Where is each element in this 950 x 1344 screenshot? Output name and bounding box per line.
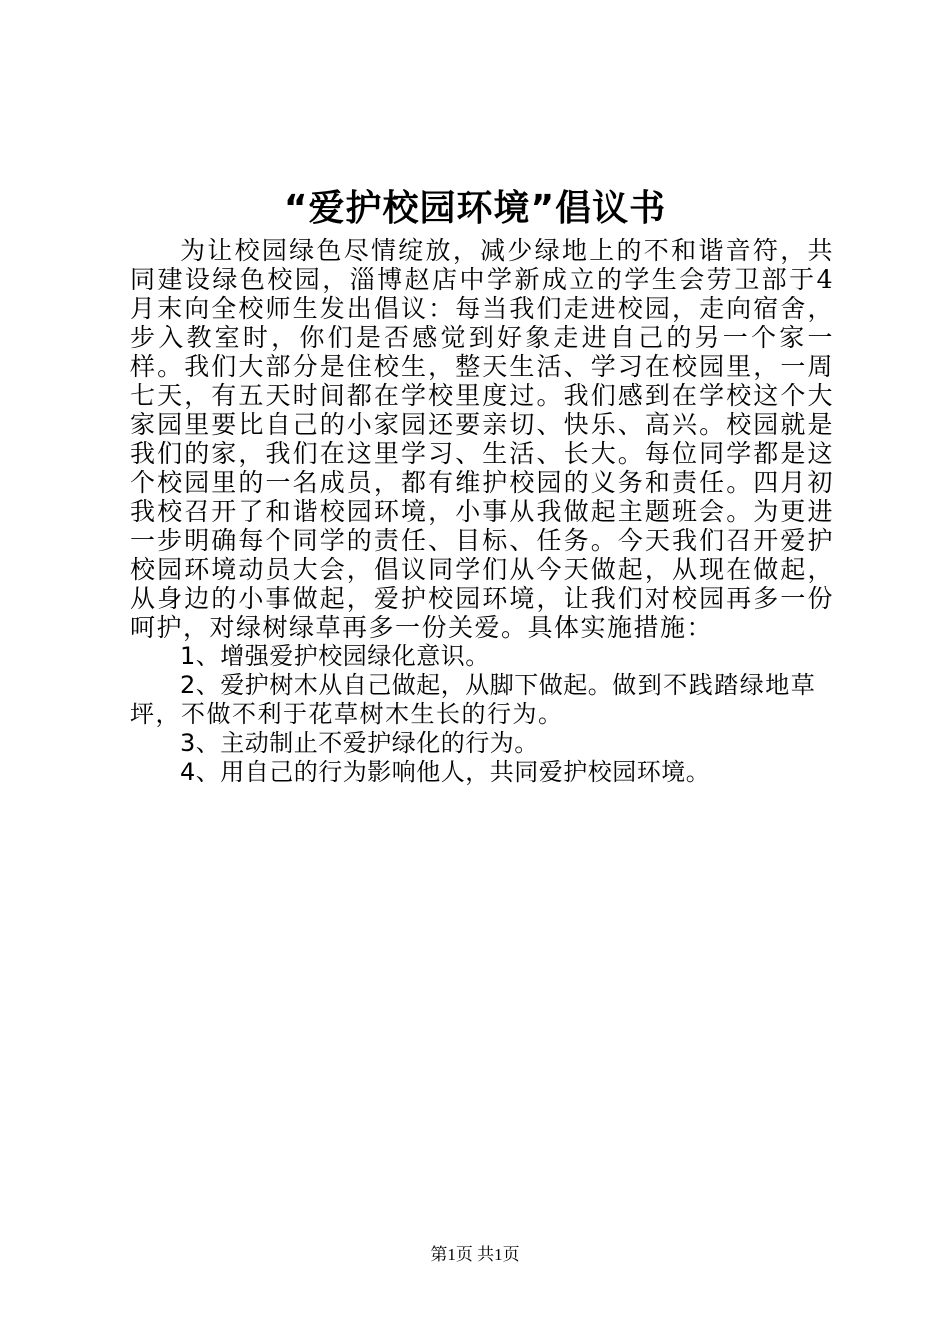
measure-item-4: [130, 758, 834, 787]
document-body: [130, 236, 834, 787]
measure-item-text: 1、增强爱护校园绿化意识。: [180, 642, 490, 670]
document-title: “爱护校园环境”倡议书: [283, 188, 667, 229]
measure-item-2: [130, 671, 834, 729]
measure-item-1: [130, 642, 834, 671]
measure-item-detail: 做到不践踏绿地草坪，不做不利于花草树木生长的行为。: [130, 671, 817, 728]
measure-item-text: 4、用自己的行为影响他人，共同爱护校园环境。: [180, 758, 711, 786]
measure-item-text: 2、爱护树木从自己做起，从脚下做起。: [180, 671, 613, 699]
page-footer: 第1页 共1页: [430, 1245, 520, 1264]
intro-paragraph: 为让校园绿色尽情绽放，减少绿地上的不和谐音符，共同建设绿色校园，淄博赵店中学新成立的学生会劳卫部于4月末向全校师生发出倡议：每当我们走进校园，走向宿舍，步入教室时，你们是否感觉到好象走进自己的另一个家一样。我们大部分是住校生，整天生活、学习在校园里，一周七天，有五天时间都在学校里度过。我们感到在学校这个大家园里要比自己的小家园还要亲切、快乐、高兴。校园就是我们的家，我们在这里学习、生活、长大。每位同学都是这个校园里的一名成员，都有维护校园的义务和责任。四月初我校召开了和谐校园环境，小事从我做起主题班会。为更进一步明确每个同学的责任、目标、任务。今天我们召开爱护校园环境动员大会，倡议同学们从今天做起，从现在做起，从身边的小事做起，爱护校园环境，让我们对校园再多一份呵护，对绿树绿草再多一份关爱。具体实施措施：: [130, 236, 834, 642]
measure-item-3: [130, 729, 834, 758]
measure-item-text: 3、主动制止不爱护绿化的行为。: [180, 729, 539, 757]
